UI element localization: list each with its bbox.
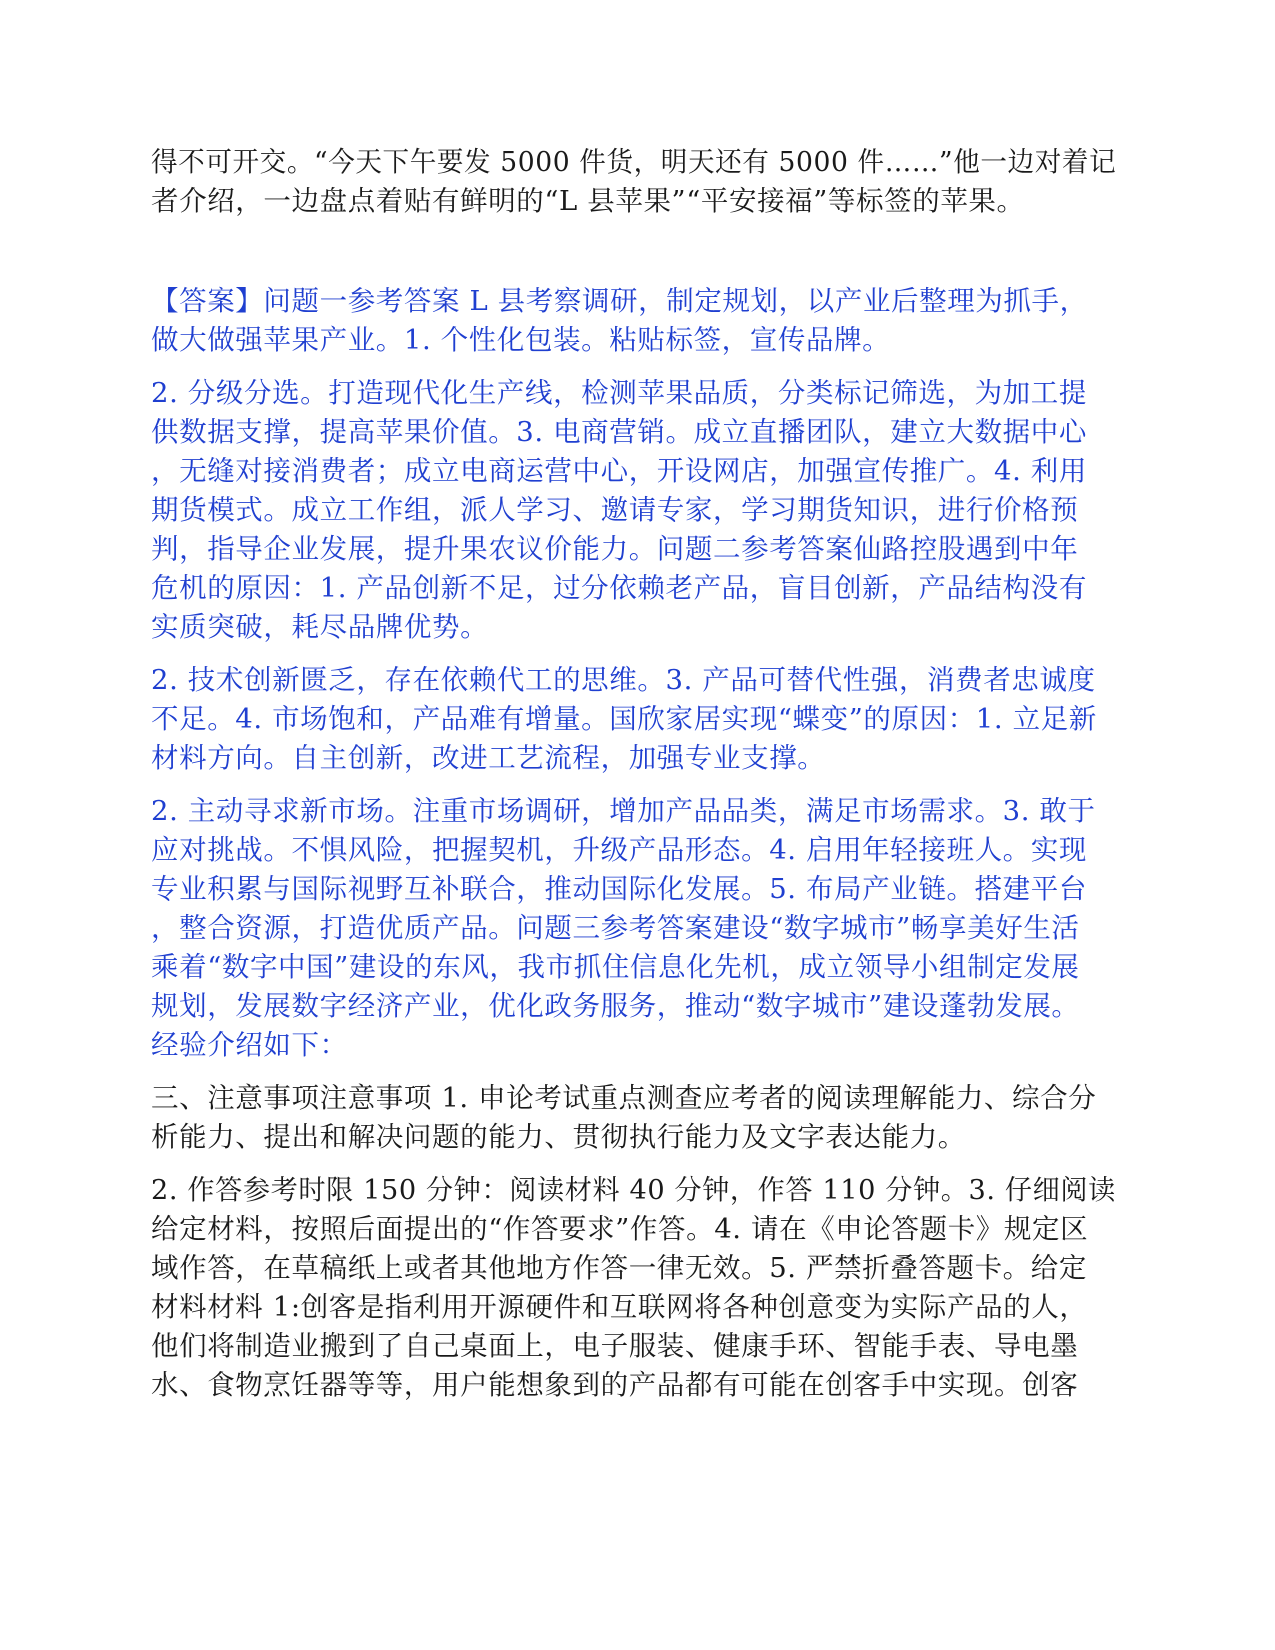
text-line: 2. 分级分选。打造现代化生产线，检测苹果品质，分类标记筛选，为加工提 [151,377,1087,409]
text-line: 材料方向。自主创新，改进工艺流程，加强专业支撑。 [151,742,826,774]
text-line: 水、食物烹饪器等等，用户能想象到的产品都有可能在创客手中实现。创客 [151,1369,1079,1401]
text-line: 经验介绍如下： [151,1029,348,1061]
text-line: 应对挑战。不惧风险，把握契机，升级产品形态。4. 启用年轻接班人。实现 [151,834,1087,866]
text-line: 材料材料 1:创客是指利用开源硬件和互联网将各种创意变为实际产品的人， [151,1291,1088,1323]
text-line: ，无缝对接消费者；成立电商运营中心，开设网店，加强宣传推广。4. 利用 [151,455,1087,487]
text-line: 域作答，在草稿纸上或者其他地方作答一律无效。5. 严禁折叠答题卡。给定 [151,1252,1087,1284]
text-line: 2. 作答参考时限 150 分钟：阅读材料 40 分钟，作答 110 分钟。3. 仔细阅读 [151,1174,1116,1206]
text-line: 【答案】问题一参考答案 L 县考察调研，制定规划，以产业后整理为抓手， [151,285,1088,317]
text-line: 供数据支撑，提高苹果价值。3. 电商营销。成立直播团队，建立大数据中心 [151,416,1087,448]
text-line: 给定材料，按照后面提出的“作答要求”作答。4. 请在《申论答题卡》规定区 [151,1213,1089,1245]
text-line: 析能力、提出和解决问题的能力、贯彻执行能力及文字表达能力。 [151,1121,966,1153]
text-line: 他们将制造业搬到了自己桌面上，电子服装、健康手环、智能手表、导电墨 [151,1330,1079,1362]
text-line: 2. 主动寻求新市场。注重市场调研，增加产品品类，满足市场需求。3. 敢于 [151,795,1096,827]
text-line: ，整合资源，打造优质产品。问题三参考答案建设“数字城市”畅享美好生活 [151,912,1080,944]
text-line: 不足。4. 市场饱和，产品难有增量。国欣家居实现“蝶变”的原因：1. 立足新 [151,703,1097,735]
text-line: 危机的原因：1. 产品创新不足，过分依赖老产品，盲目创新，产品结构没有 [151,572,1087,604]
text-line: 期货模式。成立工作组，派人学习、邀请专家，学习期货知识，进行价格预 [151,494,1079,526]
text-line: 做大做强苹果产业。1. 个性化包装。粘贴标签，宣传品牌。 [151,324,891,356]
text-line: 得不可开交。“今天下午要发 5000 件货，明天还有 5000 件……”他一边对着记 [151,146,1117,178]
text-line: 判，指导企业发展，提升果农议价能力。问题二参考答案仙路控股遇到中年 [151,533,1079,565]
text-line: 规划，发展数字经济产业，优化政务服务，推动“数字城市”建设蓬勃发展。 [151,990,1080,1022]
text-line: 2. 技术创新匮乏，存在依赖代工的思维。3. 产品可替代性强，消费者忠诚度 [151,664,1096,696]
text-line: 者介绍，一边盘点着贴有鲜明的“L 县苹果”“平安接福”等标签的苹果。 [151,185,1025,217]
text-line: 乘着“数字中国”建设的东风，我市抓住信息化先机，成立领导小组制定发展 [151,951,1080,983]
text-line: 三、注意事项注意事项 1. 申论考试重点测查应考者的阅读理解能力、综合分 [151,1082,1097,1114]
text-line: 专业积累与国际视野互补联合，推动国际化发展。5. 布局产业链。搭建平台 [151,873,1087,905]
text-line: 实质突破，耗尽品牌优势。 [151,611,489,643]
